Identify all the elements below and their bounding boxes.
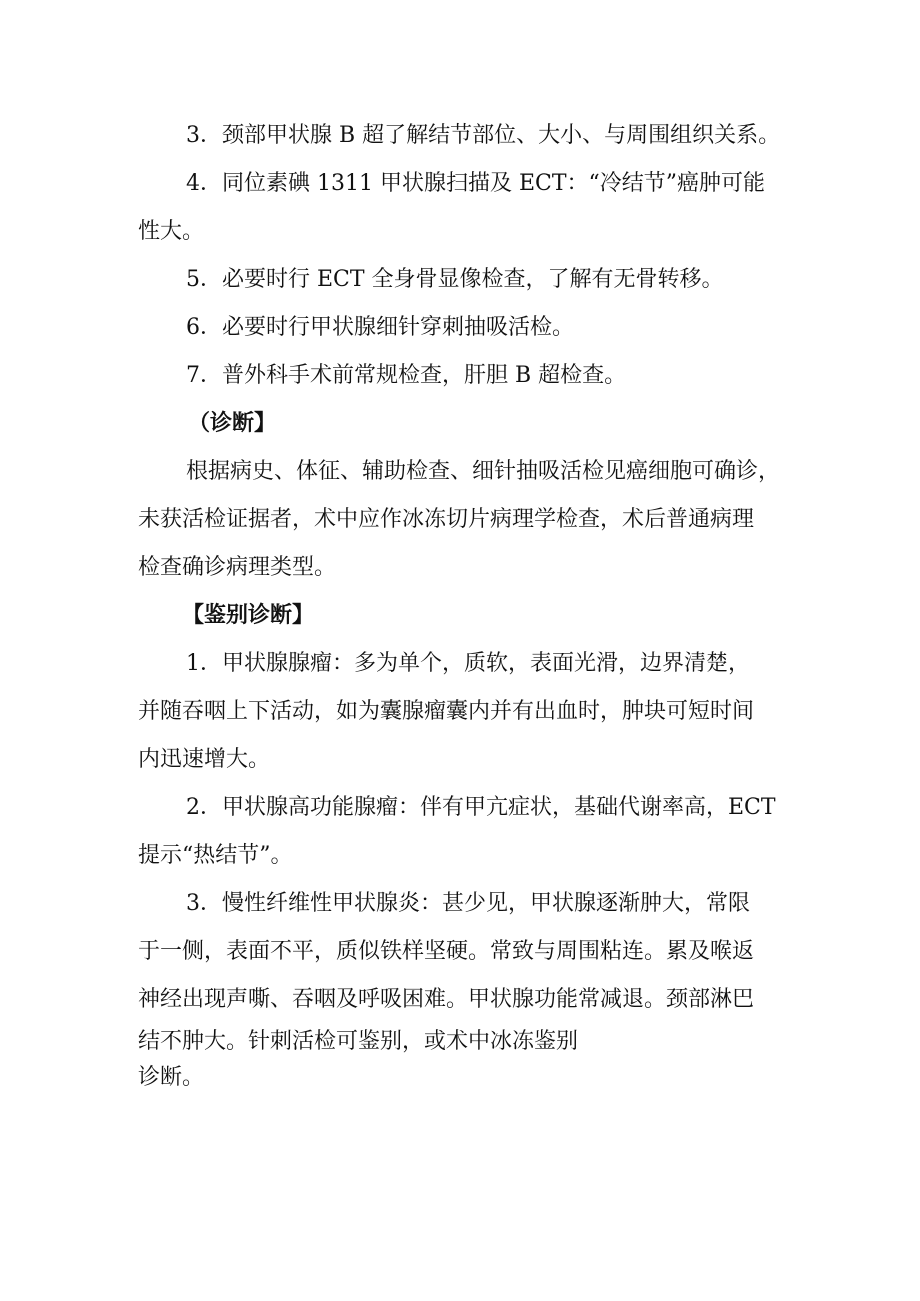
document-body bbox=[138, 112, 788, 1096]
differential-item-3-line-5: 诊断。 bbox=[138, 1065, 205, 1090]
exam-item-6: 6．必要时行甲状腺细针穿刺抽吸活检。 bbox=[186, 315, 574, 340]
differential-item-1-line-3: 内迅速增大。 bbox=[138, 747, 271, 772]
differential-diagnosis-heading: 【鉴别诊断】 bbox=[182, 603, 315, 628]
exam-item-7: 7．普外科手术前常规检查，肝胆 B 超检查。 bbox=[186, 363, 627, 388]
differential-item-2-line-1: 2．甲状腺高功能腺瘤：伴有甲亢症状，基础代谢率高，ECT bbox=[186, 795, 776, 820]
differential-item-1-line-1: 1．甲状腺腺瘤：多为单个，质软，表面光滑，边界清楚， bbox=[186, 651, 750, 676]
exam-item-4-continued: 性大。 bbox=[138, 219, 205, 244]
differential-item-3-line-3: 神经出现声嘶、吞咽及呼吸困难。甲状腺功能常减退。颈部淋巴 bbox=[138, 987, 755, 1012]
differential-item-3-line-4: 结不肿大。针刺活检可鉴别，或术中冰冻鉴别 bbox=[138, 1029, 579, 1054]
exam-item-3: 3．颈部甲状腺 B 超了解结节部位、大小、与周围组织关系。 bbox=[186, 123, 781, 148]
differential-item-2-line-2: 提示“热结节”。 bbox=[138, 843, 293, 868]
differential-item-3-line-2: 于一侧，表面不平，质似铁样坚硬。常致与周围粘连。累及喉返 bbox=[138, 939, 755, 964]
exam-item-4: 4．同位素碘 1311 甲状腺扫描及 ECT：“冷结节”癌肿可能 bbox=[186, 171, 766, 196]
diagnosis-heading: （诊断】 bbox=[188, 411, 277, 436]
diagnosis-paragraph-line-3: 检查确诊病理类型。 bbox=[138, 555, 337, 580]
differential-item-1-line-2: 并随吞咽上下活动，如为囊腺瘤囊内并有出血时，肿块可短时间 bbox=[138, 699, 755, 724]
differential-item-3-line-1: 3．慢性纤维性甲状腺炎：甚少见，甲状腺逐渐肿大，常限 bbox=[186, 891, 750, 916]
diagnosis-paragraph-line-1: 根据病史、体征、辅助检查、细针抽吸活检见癌细胞可确诊， bbox=[186, 459, 781, 484]
diagnosis-paragraph-line-2: 未获活检证据者，术中应作冰冻切片病理学检查，术后普通病理 bbox=[138, 507, 755, 532]
exam-item-5: 5．必要时行 ECT 全身骨显像检查，了解有无骨转移。 bbox=[186, 267, 724, 292]
